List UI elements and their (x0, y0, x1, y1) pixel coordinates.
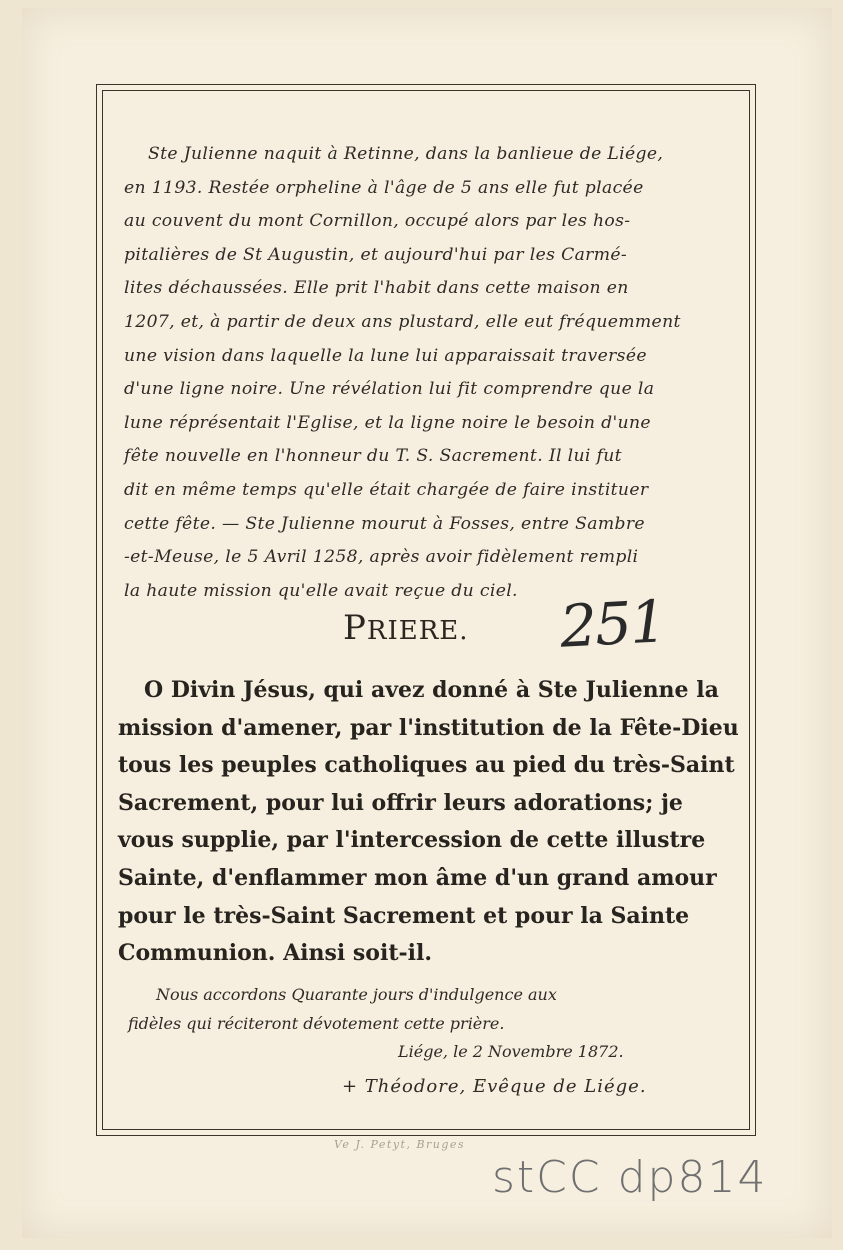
indulgence-text (128, 980, 748, 1038)
bio-line: au couvent du mont Cornillon, occupé alors par les hos- (124, 211, 631, 232)
bio-line: -et-Meuse, le 5 Avril 1258, après avoir fidèlement rempli (124, 547, 639, 568)
bio-line: Ste Julienne naquit à Retinne, dans la banlieue de Liége, (148, 144, 664, 164)
prayer-line: Communion. Ainsi soit-il. (118, 940, 432, 967)
prayer-text (118, 672, 748, 973)
bio-line: lune réprésentait l'Eglise, et la ligne noire le besoin d'une (124, 412, 651, 433)
prayer-line: O Divin Jésus, qui avez donné à Ste Julienne la (144, 677, 719, 703)
date-line: Liége, le 2 Novembre 1872. (398, 1042, 624, 1061)
prayer-heading (343, 608, 469, 648)
biography-text (124, 138, 744, 608)
bio-line: en 1193. Restée orpheline à l'âge de 5 ans elle fut placée (124, 177, 644, 198)
prayer-line: tous les peuples catholiques au pied du très-Saint (118, 752, 735, 779)
bio-line: d'une ligne noire. Une révélation lui fit comprendre que la (124, 379, 655, 400)
archive-mark: stCC dp814 (492, 1152, 768, 1203)
bio-line: fête nouvelle en l'honneur du T. S. Sacrement. Il lui fut (124, 446, 622, 467)
handwritten-number: 251 (558, 587, 667, 661)
bio-line: cette fête. — Ste Julienne mourut à Fosses, entre Sambre (124, 513, 645, 534)
prayer-heading-rest: RIERE. (366, 616, 469, 646)
bio-line: la haute mission qu'elle avait reçue du ciel. (124, 580, 518, 601)
prayer-heading-initial: P (343, 608, 367, 648)
prayer-line: pour le très-Saint Sacrement et pour la Sainte (118, 902, 690, 929)
bio-line: dit en même temps qu'elle était chargée de faire instituer (124, 479, 649, 500)
bio-line: lites déchaussées. Elle prit l'habit dans cette maison en (124, 278, 629, 299)
indulgence-line: fidèles qui réciteront dévotement cette prière. (128, 1014, 505, 1033)
bio-line: 1207, et, à partir de deux ans plustard, elle eut fréquemment (124, 311, 681, 332)
indulgence-line: Nous accordons Quarante jours d'indulgence aux (156, 985, 557, 1004)
prayer-line: vous supplie, par l'intercession de cette illustre (118, 827, 706, 854)
bio-line: une vision dans laquelle la lune lui apparaissait traversée (124, 345, 647, 366)
prayer-line: Sainte, d'enflammer mon âme d'un grand amour (118, 864, 717, 891)
printer-imprint: Ve J. Petyt, Bruges (334, 1138, 466, 1151)
prayer-line: Sacrement, pour lui offrir leurs adorations; je (118, 789, 683, 816)
prayer-line: mission d'amener, par l'institution de la Fête-Dieu (118, 714, 739, 741)
bishop-signature: + Théodore, Evêque de Liége. (342, 1076, 647, 1097)
bio-line: pitalières de St Augustin, et aujourd'hui par les Carmé- (124, 244, 628, 265)
